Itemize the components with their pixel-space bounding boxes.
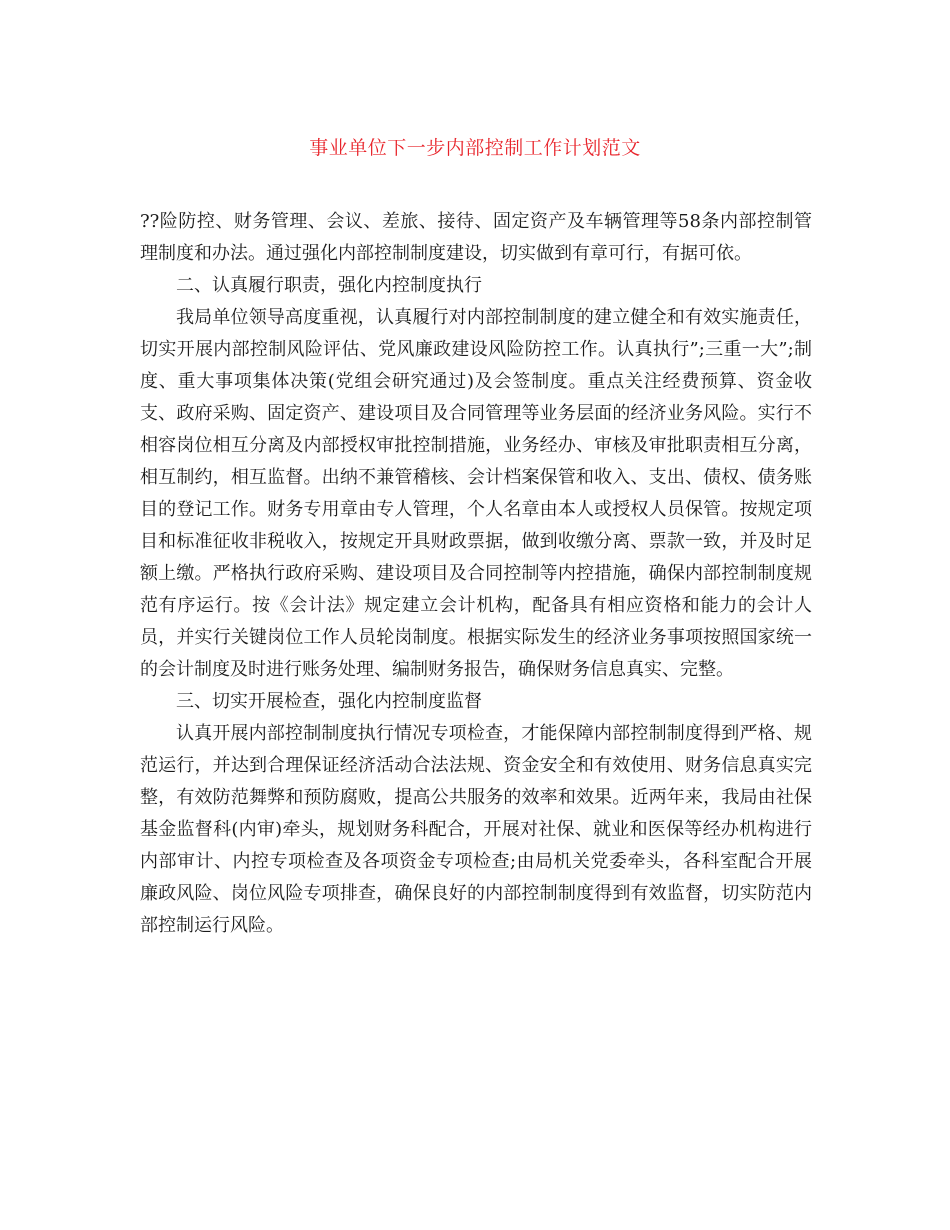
paragraph-duty-execution: 我局单位领导高度重视，认真履行对内部控制制度的建立健全和有效实施责任，切实开展内部控制风险评估、党风廉政建设风险防控工作。认真执行”;三重一大”;制度、重大事项集体决策(党组会研究通过)及会签制度。重点关注经费预算、资金收支、政府采购、固定资产、建设项目及合同管理等业务层面的经济业务风险。实行不相容岗位相互分离及内部授权审批控制措施，业务经办、审核及审批职责相互分离，相互制约，相互监督。出纳不兼管稽核、会计档案保管和收入、支出、债权、债务账目的登记工作。财务专用章由专人管理，个人名章由本人或授权人员保管。按规定项目和标准征收非税收入，按规定开具财政票据，做到收缴分离、票款一致，并及时足额上缴。严格执行政府采购、建设项目及合同控制等内控措施，确保内部控制制度规范有序运行。按《会计法》规定建立会计机构，配备具有相应资格和能力的会计人员，并实行关键岗位工作人员轮岗制度。根据实际发生的经济业务事项按照国家统一的会计制度及时进行账务处理、编制财务报告，确保财务信息真实、完整。 — [140, 307, 812, 680]
document-body — [140, 206, 812, 942]
section-heading-2: 二、认真履行职责，强化内控制度执行 — [176, 275, 482, 296]
document-title: 事业单位下一步内部控制工作计划范文 — [309, 137, 641, 159]
section-heading-3: 三、切实开展检查，强化内控制度监督 — [176, 691, 482, 712]
paragraph-continuation: ??险防控、财务管理、会议、差旅、接待、固定资产及车辆管理等58条内部控制管理制度和办法。通过强化内部控制制度建设，切实做到有章可行，有据可依。 — [140, 211, 812, 264]
paragraph-inspection-supervision: 认真开展内部控制制度执行情况专项检查，才能保障内部控制制度得到严格、规范运行，并达到合理保证经济活动合法法规、资金安全和有效使用、财务信息真实完整，有效防范舞弊和预防腐败，提高公共服务的效率和效果。近两年来，我局由社保基金监督科(内审)牵头，规划财务科配合，开展对社保、就业和医保等经办机构进行内部审计、内控专项检查及各项资金专项检查;由局机关党委牵头，各科室配合开展廉政风险、岗位风险专项排查，确保良好的内部控制制度得到有效监督，切实防范内部控制运行风险。 — [140, 723, 812, 936]
